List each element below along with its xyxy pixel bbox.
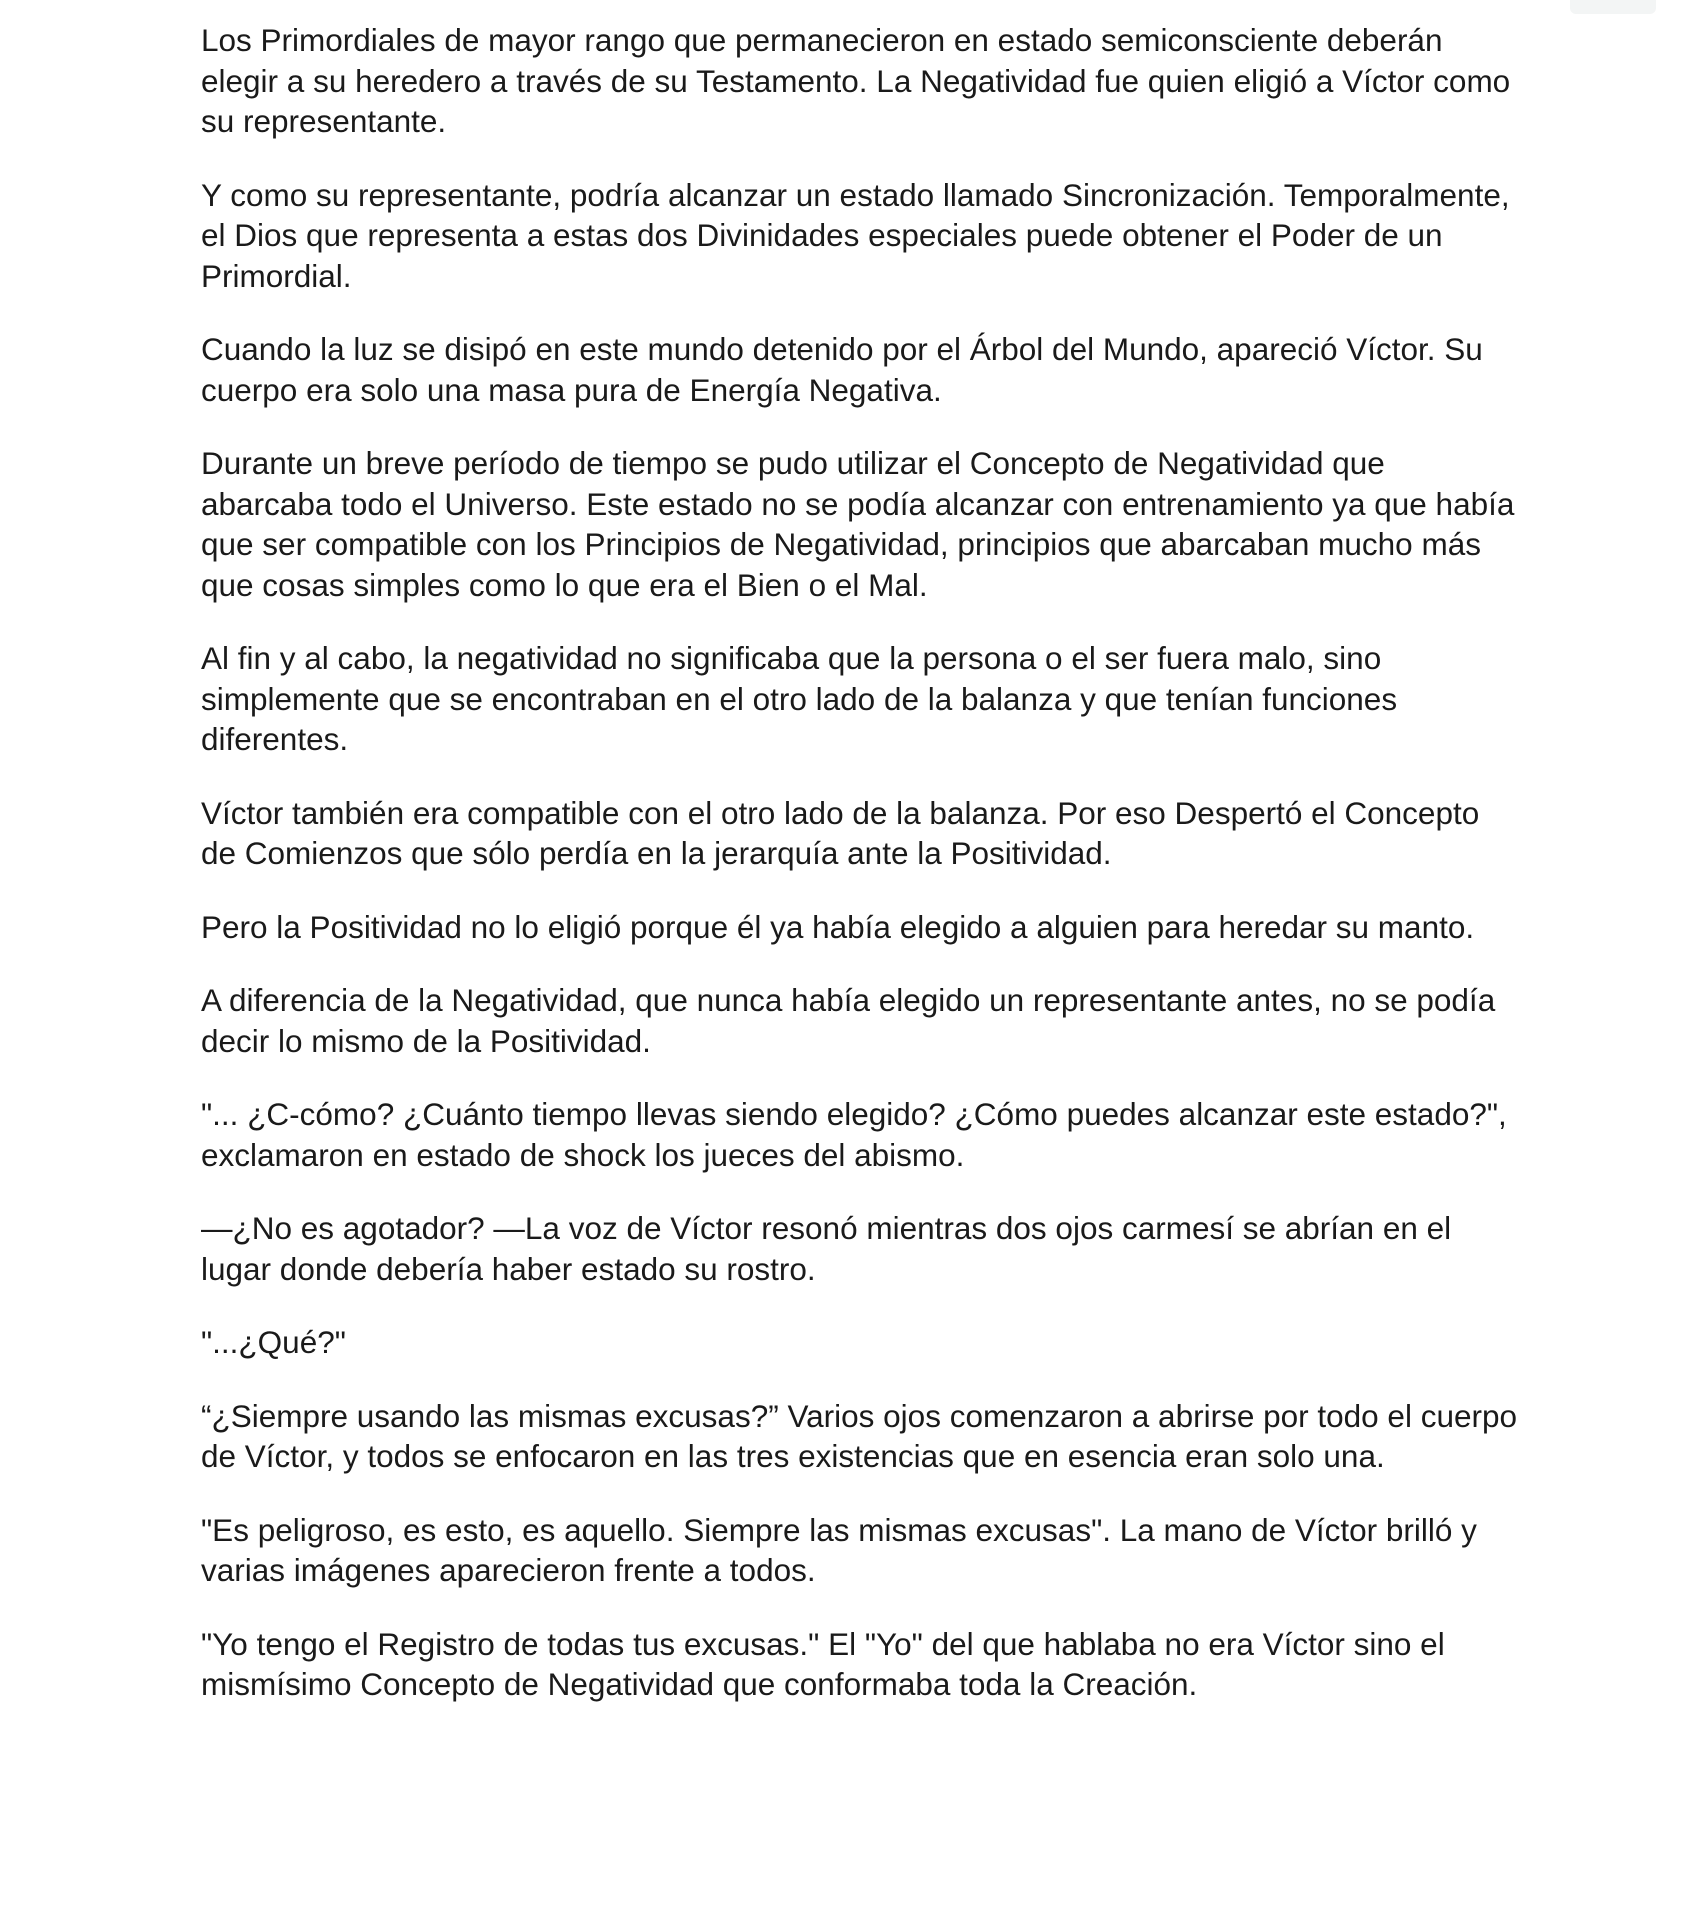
paragraph-3: Cuando la luz se disipó en este mundo detenido por el Árbol del Mundo, apareció Víctor. Su cuerpo era solo una masa pura de Energía Negativa. bbox=[201, 331, 1483, 408]
corner-mark bbox=[1570, 0, 1656, 14]
paragraph-8: A diferencia de la Negatividad, que nunca había elegido un representante antes, no se podía decir lo mismo de la Positividad. bbox=[201, 982, 1496, 1059]
paragraph-14: "Yo tengo el Registro de todas tus excusas." El "Yo" del que hablaba no era Víctor sino el mismísimo Concepto de Negatividad que conformaba toda la Creación. bbox=[201, 1625, 1445, 1702]
paragraph-4: Durante un breve período de tiempo se pudo utilizar el Concepto de Negatividad que abarcaba todo el Universo. Este estado no se podía alcanzar con entrenamiento ya que había que ser compatible con los Principios de Negatividad, principios que abarcaban mucho más que cosas simples como lo que era el Bien o el Mal. bbox=[201, 445, 1515, 603]
paragraph-2: Y como su representante, podría alcanzar un estado llamado Sincronización. Temporalmente, el Dios que representa a estas dos Divinidades especiales puede obtener el Poder de un Primordial. bbox=[201, 176, 1510, 294]
text-column bbox=[201, 20, 1521, 1738]
paragraph-10: —¿No es agotador? —La voz de Víctor resonó mientras dos ojos carmesí se abrían en el lugar donde debería haber estado su rostro. bbox=[201, 1210, 1452, 1287]
paragraph-7: Pero la Positividad no lo eligió porque él ya había elegido a alguien para heredar su manto. bbox=[201, 908, 1475, 945]
paragraph-9: "... ¿C-cómo? ¿Cuánto tiempo llevas siendo elegido? ¿Cómo puedes alcanzar este estado?", exclamaron en estado de shock los jueces del abismo. bbox=[201, 1096, 1507, 1173]
paragraph-13: "Es peligroso, es esto, es aquello. Siempre las mismas excusas". La mano de Víctor brilló y varias imágenes aparecieron frente a todos. bbox=[201, 1511, 1477, 1588]
paragraph-6: Víctor también era compatible con el otro lado de la balanza. Por eso Despertó el Concepto de Comienzos que sólo perdía en la jerarquía ante la Positividad. bbox=[201, 794, 1480, 871]
paragraph-5: Al fin y al cabo, la negatividad no significaba que la persona o el ser fuera malo, sino simplemente que se encontraban en el otro lado de la balanza y que tenían funciones diferentes. bbox=[201, 640, 1398, 757]
paragraph-12: “¿Siempre usando las mismas excusas?” Varios ojos comenzaron a abrirse por todo el cuerpo de Víctor, y todos se enfocaron en las tres existencias que en esencia eran solo una. bbox=[201, 1397, 1518, 1474]
paragraph-1: Los Primordiales de mayor rango que permanecieron en estado semiconsciente deberán elegir a su heredero a través de su Testamento. La Negatividad fue quien eligió a Víctor como su representante. bbox=[201, 22, 1511, 139]
paragraph-11: "...¿Qué?" bbox=[201, 1324, 346, 1360]
